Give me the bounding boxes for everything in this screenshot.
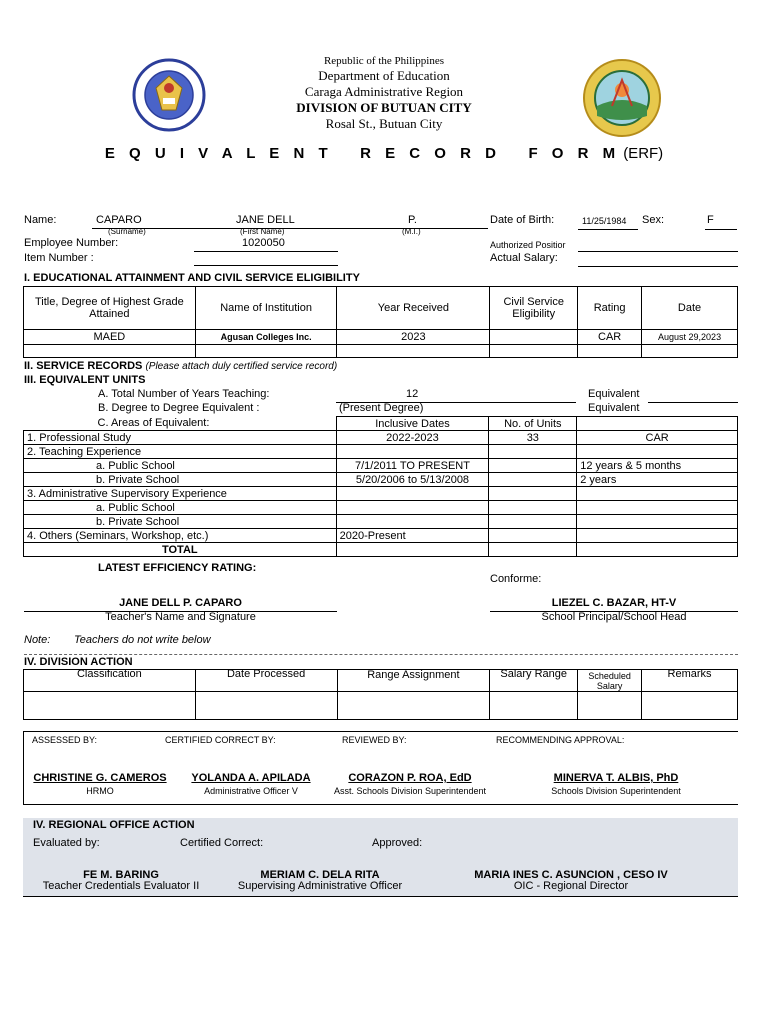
row-teaching-private: b. Private School	[24, 473, 337, 487]
actual-salary-label: Actual Salary:	[490, 252, 558, 264]
assessed-label: ASSESSED BY:	[32, 735, 98, 745]
professional-dates[interactable]: 2022-2023	[336, 431, 489, 445]
authorized-position-label: Authorized Positior	[490, 240, 566, 250]
cell-date[interactable]: August 29,2023	[642, 330, 738, 345]
education-table	[23, 286, 738, 358]
row-teaching-public: a. Public School	[24, 459, 337, 473]
areas-label: C. Areas of Equivalent:	[24, 417, 337, 431]
equivalent-a-label: Equivalent	[588, 388, 640, 400]
teaching-private-equivalent[interactable]: 2 years	[577, 473, 738, 487]
note-text: Teachers do not write below	[74, 634, 211, 646]
section2-note: (Please attach duly certified service record)	[145, 361, 338, 372]
teaching-private-dates[interactable]: 5/20/2006 to 5/13/2008	[336, 473, 489, 487]
row-admin-experience: 3. Administrative Supervisory Experience	[24, 487, 337, 501]
form-title: E Q U I V A L E N T R E C O R D F O R M	[104, 145, 621, 162]
years-teaching-value[interactable]: 12	[406, 388, 419, 400]
present-degree-value[interactable]: (Present Degree)	[339, 402, 424, 414]
professional-equivalent[interactable]: CAR	[577, 431, 738, 445]
sao-position: Supervising Administrative Officer	[237, 880, 403, 892]
header-region: Caraga Administrative Region	[304, 84, 464, 99]
division-action-table	[23, 669, 738, 720]
regional-director-position: OIC - Regional Director	[513, 880, 629, 892]
th-date: Date	[642, 287, 738, 330]
th-cse: Civil Service Eligibility	[490, 287, 578, 330]
cell-cse[interactable]	[490, 330, 578, 345]
th-units: No. of Units	[489, 417, 577, 431]
row-total: TOTAL	[24, 543, 337, 557]
th-degree: Title, Degree of Highest Grade Attained	[24, 287, 196, 330]
teacher-name: JANE DELL P. CAPARO	[119, 597, 242, 609]
approved-label: Approved:	[372, 837, 423, 849]
teaching-public-equivalent[interactable]: 12 years & 5 months	[577, 459, 738, 473]
mi-caption: (M.I.)	[402, 227, 421, 236]
hrmo-name: CHRISTINE G. CAMEROS	[33, 772, 167, 784]
row-admin-private: b. Private School	[24, 515, 337, 529]
asds-name: CORAZON P. ROA, EdD	[348, 772, 472, 784]
header-department: Department of Education	[318, 68, 450, 83]
th-classification: Classification	[24, 670, 196, 692]
name-label: Name:	[24, 214, 57, 226]
surname-caption: (Surname)	[108, 227, 146, 236]
th-inclusive-dates: Inclusive Dates	[336, 417, 489, 431]
row-teaching-experience: 2. Teaching Experience	[24, 445, 337, 459]
dob-label: Date of Birth:	[490, 214, 555, 226]
evaluated-label: Evaluated by:	[33, 837, 100, 849]
degree-equivalent-label: B. Degree to Degree Equivalent :	[98, 402, 260, 414]
cell-year[interactable]: 2023	[337, 330, 490, 345]
section2-title: II. SERVICE RECORDS	[24, 360, 143, 372]
firstname-caption: (First Name)	[240, 227, 285, 236]
th-remarks: Remarks	[642, 670, 738, 692]
employee-number-label: Employee Number:	[24, 237, 119, 249]
equivalent-units-table	[23, 416, 738, 557]
years-teaching-label: A. Total Number of Years Teaching:	[98, 388, 270, 400]
sex-field[interactable]: F	[707, 214, 714, 226]
note-label: Note:	[24, 634, 51, 646]
recommending-label: RECOMMENDING APPROVAL:	[496, 735, 625, 745]
th-institution: Name of Institution	[195, 287, 337, 330]
cell-degree[interactable]: MAED	[24, 330, 196, 345]
row-others: 4. Others (Seminars, Workshop, etc.)	[24, 529, 337, 543]
principal-name: LIEZEL C. BAZAR, HT-V	[551, 597, 677, 609]
employee-number-field[interactable]: 1020050	[242, 237, 285, 249]
row-admin-public: a. Public School	[24, 501, 337, 515]
admin-officer-position: Administrative Officer V	[204, 786, 298, 796]
certified-label: CERTIFIED CORRECT BY:	[165, 735, 276, 745]
mi-field[interactable]: P.	[408, 214, 417, 226]
item-number-label: Item Number :	[24, 252, 94, 264]
professional-units[interactable]: 33	[489, 431, 577, 445]
row-professional-study: 1. Professional Study	[24, 431, 337, 445]
th-date-processed: Date Processed	[195, 670, 337, 692]
cell-rating[interactable]: CAR	[578, 330, 642, 345]
others-dates[interactable]: 2020-Present	[336, 529, 489, 543]
section3-title: III. EQUIVALENT UNITS	[24, 374, 146, 386]
evaluator-name: FE M. BARING	[83, 869, 159, 881]
th-scheduled-salary: Scheduled Salary	[578, 670, 642, 692]
th-salary-range: Salary Range	[490, 670, 578, 692]
firstname-field[interactable]: JANE DELL	[236, 214, 295, 226]
equivalent-b-label: Equivalent	[588, 402, 640, 414]
dob-field[interactable]: 11/25/1984	[582, 216, 627, 226]
header-division: DIVISION OF BUTUAN CITY	[296, 100, 472, 115]
th-year: Year Received	[337, 287, 490, 330]
sds-position: Schools Division Superintendent	[551, 786, 681, 796]
sex-label: Sex:	[642, 214, 665, 226]
reviewed-label: REVIEWED BY:	[342, 735, 407, 745]
form-abbr: (ERF)	[623, 145, 664, 162]
teacher-caption: Teacher's Name and Signature	[105, 611, 256, 623]
principal-caption: School Principal/School Head	[541, 611, 687, 623]
admin-officer-name: YOLANDA A. APILADA	[191, 772, 311, 784]
sao-name: MERIAM C. DELA RITA	[260, 869, 380, 881]
sds-name: MINERVA T. ALBIS, PhD	[553, 772, 679, 784]
surname-field[interactable]: CAPARO	[96, 214, 142, 226]
regional-certified-label: Certified Correct:	[180, 837, 264, 849]
asds-position: Asst. Schools Division Superintendent	[333, 786, 487, 796]
regional-director-name: MARIA INES C. ASUNCION , CESO IV	[474, 869, 668, 881]
th-rating: Rating	[578, 287, 642, 330]
cell-institution[interactable]: Agusan Colleges Inc.	[195, 330, 337, 345]
evaluator-position: Teacher Credentials Evaluator II	[42, 880, 200, 892]
th-range-assignment: Range Assignment	[337, 670, 490, 692]
teaching-public-dates[interactable]: 7/1/2011 TO PRESENT	[336, 459, 489, 473]
regional-title: IV. REGIONAL OFFICE ACTION	[33, 819, 195, 831]
header-address: Rosal St., Butuan City	[325, 116, 443, 131]
efficiency-label: LATEST EFFICIENCY RATING:	[98, 562, 257, 574]
section1-title: I. EDUCATIONAL ATTAINMENT AND CIVIL SERVICE ELIGIBILITY	[24, 272, 360, 284]
conforme-label: Conforme:	[490, 573, 542, 585]
header-republic: Republic of the Philippines	[323, 55, 445, 67]
hrmo-position: HRMO	[86, 786, 114, 796]
section4-title: IV. DIVISION ACTION	[24, 656, 133, 668]
